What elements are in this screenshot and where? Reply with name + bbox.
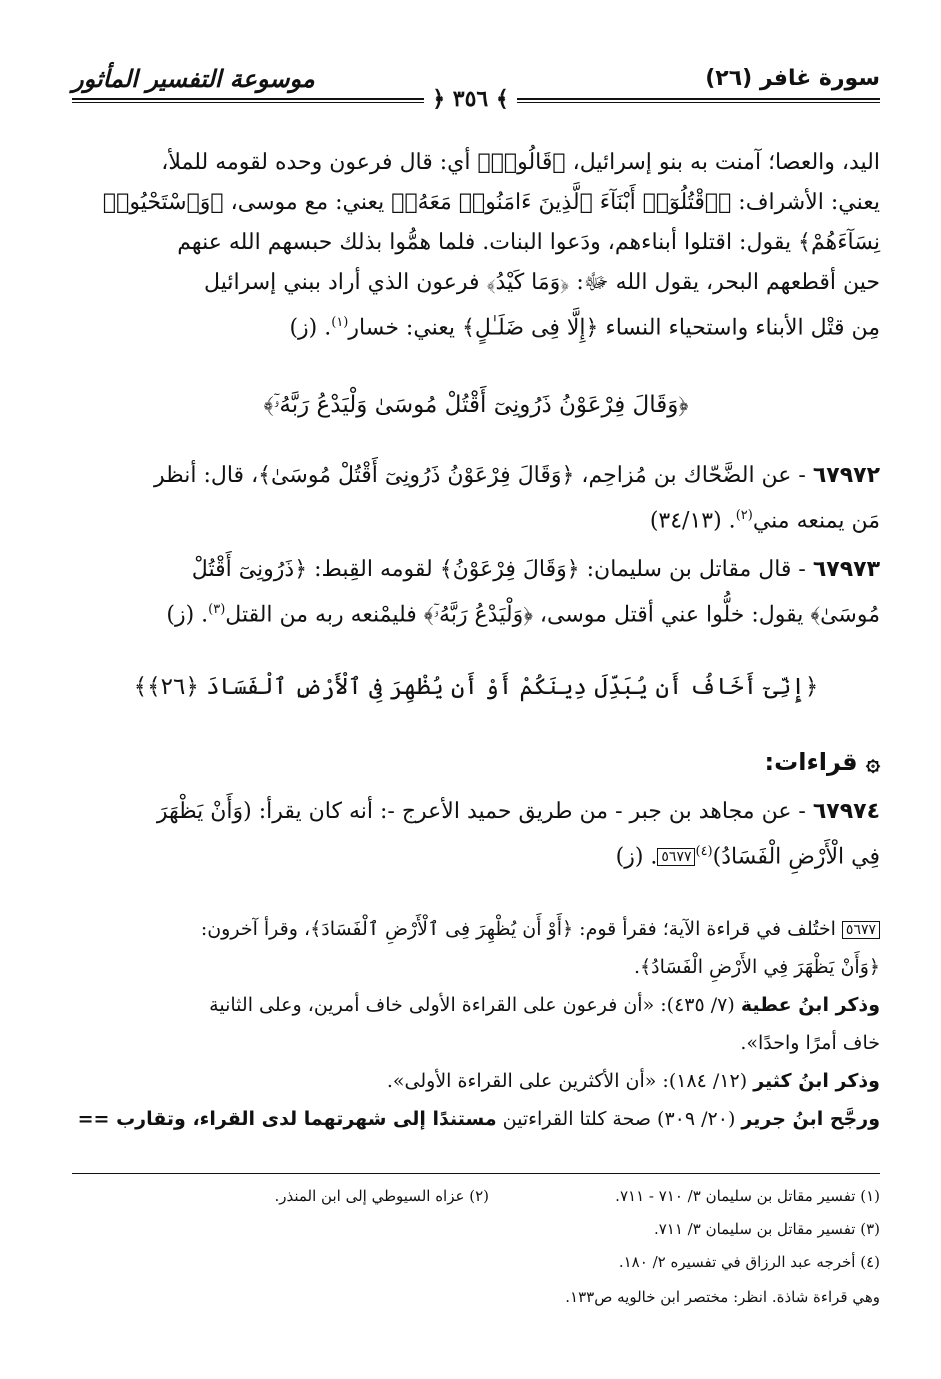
commentary-note <box>72 910 880 1138</box>
footnote-separator <box>72 1173 880 1174</box>
footnote-ref[interactable]: (٢) <box>735 508 753 523</box>
footnote-1: (١) تفسير مقاتل بن سليمان ٣/ ٧١٠ - ٧١١. <box>615 1187 880 1205</box>
surah-title: سورة غافر (٢٦) <box>705 66 880 91</box>
footnote-ref[interactable]: (٤) <box>695 844 713 859</box>
footnote-4: (٤) أخرجه عبد الرزاق في تفسيره ٢/ ١٨٠. <box>618 1253 880 1271</box>
line: مَن يمنعه مني$^{(٢)}$. (٣٤/١٣) <box>649 508 880 534</box>
narration-entry-3 <box>72 792 880 877</box>
line: ورجَّح ابنُ جرير (٢٠/ ٣٠٩) صحة كلتا القراءتين مستندًا إلى شهرتهما لدى القراء، وتقارب == <box>77 1108 880 1130</box>
paragraph-1 <box>72 143 880 348</box>
line: خاف أمرًا واحدًا». <box>740 1032 880 1054</box>
line: مُوسَىٰ﴾ يقول: خلُّوا عني أقتل موسى، ﴿وَلْيَدْعُ رَبَّهُۥٓ﴾ فليمْنعه ربه من القتل$^{(٣)}$. (ز) <box>166 602 880 628</box>
book-title: موسوعة التفسير المأثور <box>72 64 315 93</box>
page-number: ﴾ ٣٥٦ ﴿ <box>0 86 941 112</box>
commentary-ref-box[interactable]: ٥٦٧٧ <box>657 848 695 866</box>
footnote-2: (٢) عزاه السيوطي إلى ابن المنذر. <box>274 1187 489 1205</box>
line: ﴿وَأَنْ يَظْهَرَ فِي الأَرْضِ الْفَسَادُ﴾. <box>633 956 880 978</box>
line: ٦٧٩٧٣ - قال مقاتل بن سليمان: ﴿وَقَالَ فِرْعَوْنُ﴾ لقومه القِبط: ﴿ذَرُونِىٓ أَقْتُلْ <box>191 557 880 582</box>
entry-number: ٦٧٩٧٢ <box>812 463 880 488</box>
narration-entry-1 <box>72 456 880 541</box>
footnote-4-continued: وهي قراءة شاذة. انظر: مختصر ابن خالويه ص١٣٣. <box>565 1288 880 1306</box>
line: يعني: الأشراف: ﴿ٱقْتُلُوٓا۟ أَبْنَآءَ ٱلَّذِينَ ءَامَنُوا۟ مَعَهُۥ﴾ يعني: مع موسى، ﴿وَٱسْتَحْيُوا۟ <box>102 190 880 215</box>
footnote-3: (٣) تفسير مقاتل بن سليمان ٣/ ٧١١. <box>653 1220 880 1238</box>
line: مِن قتْل الأبناء واستحياء النساء ﴿إِلَّا فِى ضَلَـٰلٍ﴾ يعني: خسار$^{(١)}$. (ز) <box>289 315 880 341</box>
section-heading-readings: ۞ قراءات: <box>764 748 880 776</box>
quran-verse-1: ﴿وَقَالَ فِرْعَوْنُ ذَرُونِىٓ أَقْتُلْ مُوسَىٰ وَلْيَدْعُ رَبَّهُۥٓ﴾ <box>263 392 689 418</box>
footnote-ref[interactable]: (٣) <box>208 602 226 617</box>
line: ٦٧٩٧٤ - عن مجاهد بن جبر - من طريق حميد الأعرج -: أنه كان يقرأ: (وَأَنْ يَظْهَرَ <box>156 799 880 824</box>
entry-number: ٦٧٩٧٣ <box>812 557 880 582</box>
line: حين أقطعهم البحر، يقول الله ﷻ: ﴿وَمَا كَيْدُ﴾ فرعون الذي أراد ببني إسرائيل <box>204 270 880 295</box>
line: وذكر ابنُ عطية (٧/ ٤٣٥): «أن فرعون على القراءة الأولى خاف أمرين، وعلى الثانية <box>209 994 880 1016</box>
footnote-ref[interactable]: (١) <box>331 315 349 330</box>
entry-number: ٦٧٩٧٤ <box>812 799 880 824</box>
narration-entry-2 <box>72 550 880 635</box>
line: نِسَآءَهُمْ﴾ يقول: اقتلوا أبناءهم، ودَعوا البنات. فلما همُّوا بذلك حبسهم الله عنهم <box>177 230 880 255</box>
commentary-number-box: ٥٦٧٧ <box>842 921 880 939</box>
line: وذكر ابنُ كثير (١٢/ ١٨٤): «أن الأكثرين على القراءة الأولى». <box>386 1070 880 1092</box>
line: ٦٧٩٧٢ - عن الضَّحّاك بن مُزاحِم، ﴿وَقَالَ فِرْعَوْنُ ذَرُونِىٓ أَقْتُلْ مُوسَىٰ﴾، قال: أنظر <box>154 463 880 488</box>
quran-verse-2: ﴿إِنِّىٓ أَخَافُ أَن يُبَدِّلَ دِينَكُمْ أَوْ أَن يُظْهِرَ فِى ٱلْأَرْضِ ٱلْفَسَادَ ﴿٢٦﴾﴾ <box>133 674 819 700</box>
line: ٥٦٧٧ اختُلف في قراءة الآية؛ فقرأ قوم: ﴿أَوْ أَن يُظْهِرَ فِى ٱلْأَرْضِ ٱلْفَسَادَ﴾، وقرأ آخرون: <box>72 910 880 948</box>
line: اليد، والعصا؛ آمنت به بنو إسرائيل، ﴿قَالُوا۟﴾ أي: قال فرعون وحده لقومه للملأ، <box>161 150 880 175</box>
line: فِي الْأَرْضِ الْفَسَادُ)$^{(٤)}$٥٦٧٧. (ز) <box>615 844 880 870</box>
